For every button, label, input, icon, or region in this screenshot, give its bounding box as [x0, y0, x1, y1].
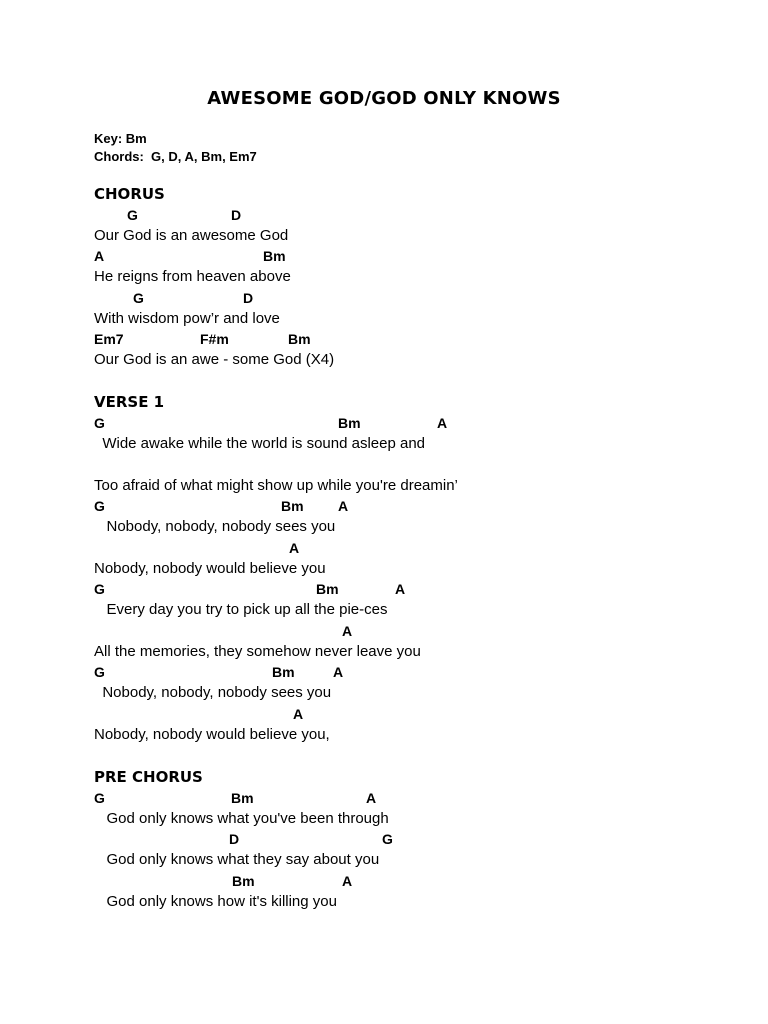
chord-line: [94, 207, 614, 225]
chord: A: [338, 498, 349, 514]
chord: A: [289, 540, 300, 556]
chord: Bm: [338, 415, 361, 431]
chord: G: [133, 290, 144, 306]
lyric-line: He reigns from heaven above: [94, 268, 291, 285]
lyric-line: Our God is an awesome God: [94, 227, 289, 244]
lyric-line: All the memories, they somehow never leave you: [94, 643, 421, 660]
chord-line: [94, 540, 614, 558]
lyric-line: With wisdom pow’r and love: [94, 310, 280, 327]
chord-line: [94, 831, 614, 849]
lyric-line: Our God is an awe - some God (X4): [94, 351, 335, 368]
chord: Bm: [231, 790, 254, 806]
lyric-line: Nobody, nobody, nobody sees you: [94, 684, 332, 701]
chord: Bm: [272, 664, 295, 680]
lyric-line: Nobody, nobody, nobody sees you: [94, 518, 336, 535]
lyric-line: Every day you try to pick up all the pie-ces: [94, 601, 388, 618]
chord: A: [437, 415, 448, 431]
chord-line: [94, 664, 614, 682]
chord-line: [94, 581, 614, 599]
chord-line: [94, 248, 614, 266]
lyric-line: Nobody, nobody would believe you: [94, 560, 326, 577]
song-chord-list: Chords: G, D, A, Bm, Em7: [94, 149, 257, 164]
chord: F#m: [200, 331, 229, 347]
chord: G: [94, 664, 105, 680]
chord-line: [94, 873, 614, 891]
chord: Bm: [288, 331, 311, 347]
chord: D: [243, 290, 254, 306]
chord: A: [94, 248, 105, 264]
chord-line: [94, 290, 614, 308]
chord: Bm: [281, 498, 304, 514]
chord-line: [94, 790, 614, 808]
chord: Bm: [316, 581, 339, 597]
lyric-line: Wide awake while the world is sound asleep and: [94, 435, 426, 452]
chord: Em7: [94, 331, 124, 347]
chord: D: [229, 831, 240, 847]
chord: A: [342, 623, 353, 639]
chord: Bm: [263, 248, 286, 264]
chord-line: [94, 623, 614, 641]
chord: A: [293, 706, 304, 722]
verse-1-heading: VERSE 1: [94, 393, 165, 411]
chord: G: [94, 498, 105, 514]
chord: G: [94, 415, 105, 431]
lyric-line: Nobody, nobody would believe you,: [94, 726, 330, 743]
lyric-line: God only knows what you've been through: [94, 810, 389, 827]
chord: G: [127, 207, 138, 223]
lyric-line: God only knows what they say about you: [94, 851, 380, 868]
pre-chorus-heading: PRE CHORUS: [94, 768, 203, 786]
chord-line: [94, 415, 614, 433]
chord: G: [94, 581, 105, 597]
chord: Bm: [232, 873, 255, 889]
chord: A: [366, 790, 377, 806]
chord: G: [382, 831, 393, 847]
chord: G: [94, 790, 105, 806]
lyric-line: God only knows how it's killing you: [94, 893, 337, 910]
chord-line: [94, 706, 614, 724]
lyric-line: Too afraid of what might show up while you're dreamin’: [94, 477, 458, 494]
song-title: AWESOME GOD/GOD ONLY KNOWS: [207, 88, 561, 109]
chord: A: [333, 664, 344, 680]
chord-line: [94, 331, 614, 349]
chorus-heading: CHORUS: [94, 185, 165, 203]
chord: A: [395, 581, 406, 597]
song-key: Key: Bm: [94, 131, 147, 146]
chord: D: [231, 207, 242, 223]
chord: A: [342, 873, 353, 889]
chord-line: [94, 498, 614, 516]
